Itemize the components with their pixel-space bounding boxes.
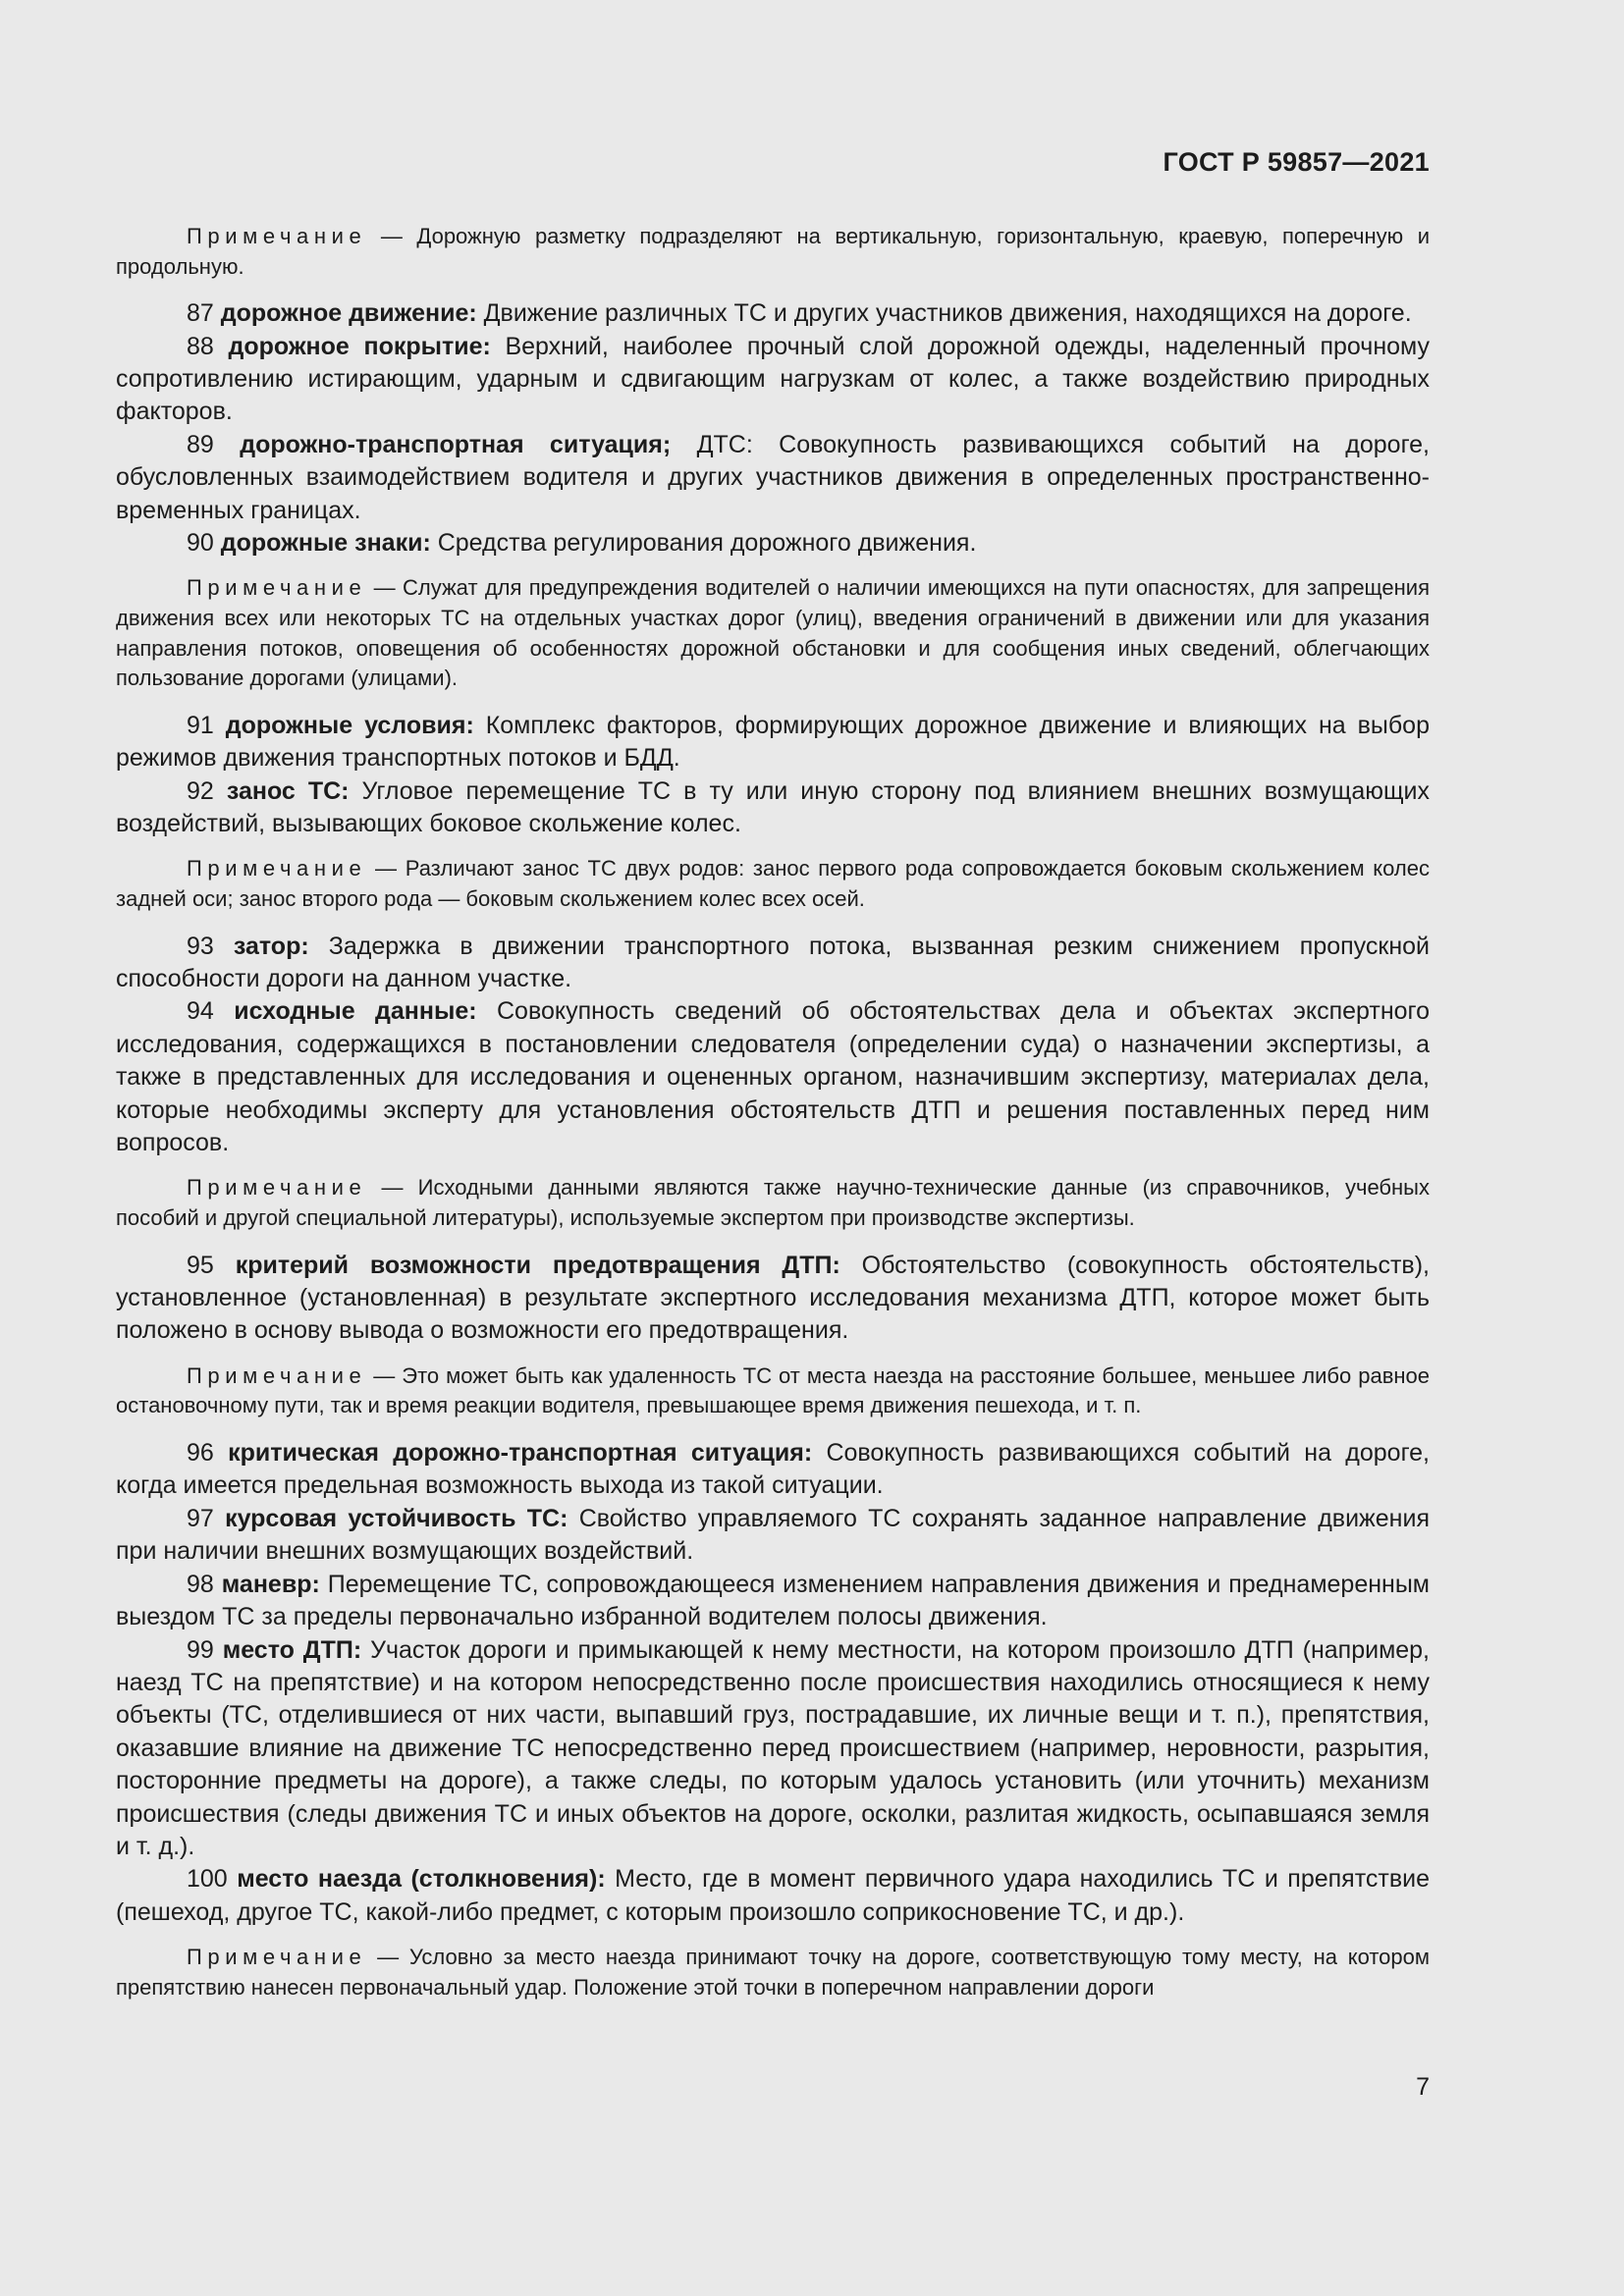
note-label: Примечание xyxy=(187,1175,367,1201)
term-number: 95 xyxy=(187,1251,214,1279)
term-definition: Угловое перемещение ТС в ту или иную сторону под влиянием внешних возмущающих воздействий, вызывающих боковое скольжение колес. xyxy=(116,776,1431,838)
note-label: Примечание xyxy=(187,224,367,248)
term-entry xyxy=(116,1503,1430,1569)
term-entry xyxy=(116,775,1430,841)
term-name: исходные данные: xyxy=(234,997,477,1026)
term-number: 92 xyxy=(187,776,214,805)
term-definition: Совокупность развивающихся событий на дороге, когда имеется предельная возможность выхода из такой ситуации. xyxy=(116,1439,1431,1500)
term-entry xyxy=(116,995,1430,1159)
term-definition: Средства регулирования дорожного движения. xyxy=(430,529,977,558)
term-name: место ДТП: xyxy=(222,1635,362,1664)
note-text: — Различают занос ТС двух родов: занос первого рода сопровождается боковым скольжением колес задней оси; занос второго рода — боковым скольжением колес всех осей. xyxy=(116,856,1430,912)
term-entry xyxy=(116,931,1430,996)
term-definition: Место, где в момент первичного удара находились ТС и препятствие (пешеход, другое ТС, какой-либо предмет, с которым произошло соприкосновение ТС, и др.). xyxy=(116,1865,1430,1926)
note-label: Примечание xyxy=(187,575,367,601)
note-label: Примечание xyxy=(187,856,367,881)
term-name: затор: xyxy=(233,932,309,960)
note-paragraph xyxy=(116,573,1430,693)
term-definition: Движение различных ТС и других участников движения, находящихся на дороге. xyxy=(476,299,1412,328)
term-name: дорожно-транспортная ситуация; xyxy=(240,430,672,458)
document-header: ГОСТ Р 59857—2021 xyxy=(1163,147,1430,177)
term-name: дорожные условия: xyxy=(225,711,474,739)
term-definition: Обстоятельство (совокупность обстоятельств), установленное (установленная) в результате экспертного исследования механизма ДТП, которое может быть положено в основу вывода о возможности его предотвращения. xyxy=(116,1251,1430,1345)
term-definition: ДТС: Совокупность развивающихся событий на дороге, обусловленных взаимодействием водителя и других участников движения в определенных пространственно-временных границах. xyxy=(116,430,1430,524)
note-paragraph xyxy=(116,854,1430,914)
term-number: 87 xyxy=(187,299,214,328)
note-paragraph xyxy=(116,1173,1430,1233)
term-number: 91 xyxy=(187,711,214,739)
note-paragraph xyxy=(116,222,1430,282)
term-entry xyxy=(116,1437,1430,1503)
term-entry xyxy=(116,1634,1430,1864)
term-definition: Участок дороги и примыкающей к нему местности, на котором произошло ДТП (например, наезд ТС на препятствие) и на котором непосредственно после происшествия находились относящиеся к нему объекты (ТС, отделившиеся от них части, выпавший груз, пострадавшие, их личные вещи и т. п.), препятствия, оказавшие влияние на движение ТС непосредственно перед происшествием (например, неровности, разрытия, посторонние предметы на дороге), а также следы, по которым удалось установить (или уточнить) механизм происшествия (следы движения ТС и иных объектов на дороге, осколки, разлитая жидкость, осыпавшаяся земля и т. д.). xyxy=(116,1635,1431,1860)
term-number: 97 xyxy=(187,1504,214,1532)
note-text: — Исходными данными являются также научно-технические данные (из справочников, учебных пособий и другой специальной литературы), используемые экспертом при производстве экспертизы. xyxy=(116,1175,1430,1231)
term-name: критерий возможности предотвращения ДТП: xyxy=(235,1251,840,1279)
term-number: 90 xyxy=(187,529,214,558)
term-number: 93 xyxy=(187,932,214,960)
term-name: место наезда (столкновения): xyxy=(237,1865,606,1894)
term-definition: Верхний, наиболее прочный слой дорожной одежды, наделенный прочному сопротивлению истирающим, ударным и сдвигающим нагрузкам от колес, а также воздействию природных факторов. xyxy=(116,332,1430,426)
note-paragraph xyxy=(116,1943,1430,2002)
term-name: дорожные знаки: xyxy=(220,529,431,558)
term-name: дорожное движение: xyxy=(220,299,477,328)
term-name: занос ТС: xyxy=(226,776,350,805)
note-paragraph xyxy=(116,1362,1430,1421)
term-definition: Совокупность сведений об обстоятельствах дела и объектах экспертного исследования, содержащихся в постановлении следователя (определении суда) о назначении экспертизы, а также в представленных для исследования и оцененных органом, назначившим экспертизу, материалах дела, которые необходимы эксперту для установления обстоятельств ДТП и решения поставленных перед ним вопросов. xyxy=(116,997,1431,1157)
term-definition: Комплекс факторов, формирующих дорожное движение и влияющих на выбор режимов движения транспортных потоков и БДД. xyxy=(116,711,1430,773)
term-number: 88 xyxy=(187,332,214,360)
term-number: 98 xyxy=(187,1570,214,1598)
term-entry xyxy=(116,429,1430,527)
term-entry xyxy=(116,527,1430,560)
note-label: Примечание xyxy=(187,1362,367,1388)
term-name: дорожное покрытие: xyxy=(228,332,491,360)
term-entry xyxy=(116,297,1430,330)
term-number: 99 xyxy=(187,1635,214,1664)
term-definition: Задержка в движении транспортного потока, вызванная резким снижением пропускной способности дороги на данном участке. xyxy=(116,932,1430,993)
term-name: курсовая устойчивость ТС: xyxy=(225,1504,568,1532)
term-name: критическая дорожно-транспортная ситуация: xyxy=(228,1439,813,1468)
term-number: 94 xyxy=(187,997,214,1026)
note-text: — Это может быть как удаленность ТС от места наезда на расстояние большее, меньшее либо равное остановочному пути, так и время реакции водителя, превышающее время движения пешехода, и т. п. xyxy=(116,1362,1430,1418)
page-number: 7 xyxy=(1416,2073,1430,2101)
document-body xyxy=(116,222,1430,2002)
term-entry xyxy=(116,1250,1430,1348)
term-definition: Свойство управляемого ТС сохранять заданное направление движения при наличии внешних возмущающих воздействий. xyxy=(116,1504,1430,1566)
term-number: 100 xyxy=(187,1865,228,1894)
term-number: 96 xyxy=(187,1439,214,1468)
term-entry xyxy=(116,1863,1430,1929)
note-text: — Условно за место наезда принимают точку на дороге, соответствующую тому месту, на котором препятствию нанесен первоначальный удар. Положение этой точки в поперечном направлении дороги xyxy=(116,1945,1430,2000)
term-definition: Перемещение ТС, сопровождающееся изменением направления движения и преднамеренным выездом ТС за пределы первоначально избранной водителем полосы движения. xyxy=(116,1570,1430,1631)
note-text: — Дорожную разметку подразделяют на вертикальную, горизонтальную, краевую, поперечную и продольную. xyxy=(116,224,1430,279)
term-number: 89 xyxy=(187,430,214,458)
term-name: маневр: xyxy=(221,1570,320,1598)
note-label: Примечание xyxy=(187,1945,367,1970)
term-entry xyxy=(116,710,1430,775)
term-entry xyxy=(116,1569,1430,1634)
term-entry xyxy=(116,331,1430,429)
note-text: — Служат для предупреждения водителей о наличии имеющихся на пути опасностях, для запрещения движения всех или некоторых ТС на отдельных участках дорог (улиц), введения ограничений в движении или для указания направления потоков, оповещения об особенностях дорожной обстановки и для сообщения иных сведений, облегчающих пользование дорогами (улицами). xyxy=(116,575,1430,691)
